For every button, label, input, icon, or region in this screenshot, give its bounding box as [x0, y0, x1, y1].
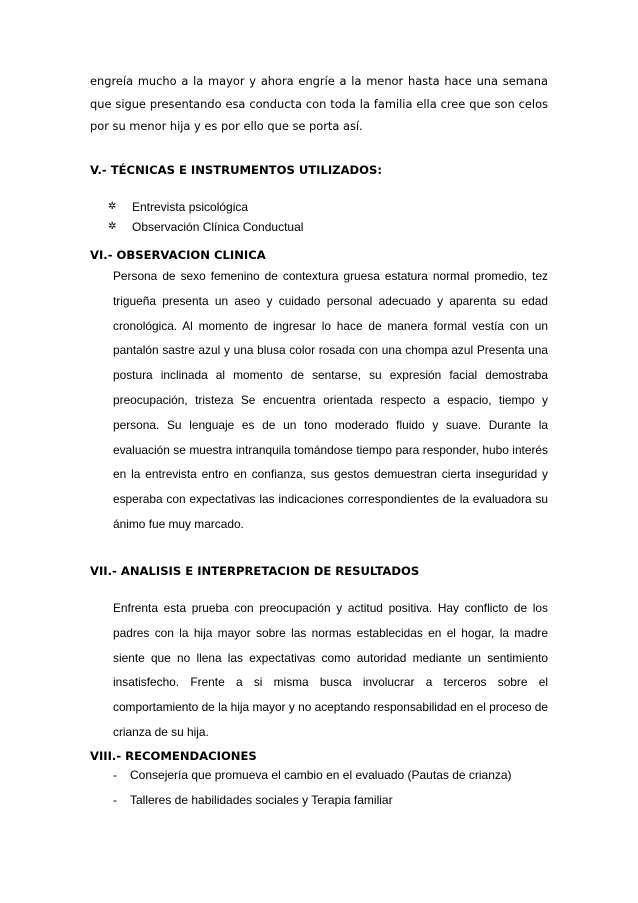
- intro-paragraph: engreía mucho a la mayor y ahora engríe a la menor hasta hace una semana que sigue presentando esa conducta con toda la familia ella cree que son celos por su menor hija y es por ello que se porta así.: [90, 74, 548, 133]
- dash-bullet-icon: -: [113, 793, 117, 807]
- list-item: [113, 767, 512, 783]
- observation-paragraph: Persona de sexo femenino de contextura gruesa estatura normal promedio, tez trigueña presenta un aseo y cuidado personal adecuado y aparenta su edad cronológica. Al momento de ingresar lo hace de manera formal vestía con un pantalón sastre azul y una blusa color rosada con una chompa azul Presenta una postura inclinada al momento de sentarse, su expresión facial demostraba preocupación, tristeza Se encuentra orientada respecto a espacio, tiempo y persona. Su lenguaje es de un tono moderado fluido y suave. Durante la evaluación se muestra intranquila tomándose tiempo para responder, hubo interés en la entrevista entro en confianza, sus gestos demuestran cierta inseguridad y esperaba con expectativas las indicaciones correspondientes de la evaluadora su ánimo fue muy marcado.: [113, 269, 548, 531]
- asterisk-bullet-icon: ✲: [108, 201, 117, 212]
- list-item-text: Consejería que promueva el cambio en el evaluado (Pautas de crianza): [130, 768, 512, 782]
- list-item-text: Observación Clínica Conductual: [132, 220, 304, 234]
- analysis-paragraph: Enfrenta esta prueba con preocupación y actitud positiva. Hay conflicto de los padres con la hija mayor sobre las normas establecidas en el hogar, la madre siente que no llena las expectativas como autoridad mediante un sentimiento insatisfecho. Frente a si misma busca involucrar a terceros sobre el comportamiento de la hija mayor y no aceptando responsabilidad en el proceso de crianza de su hija.: [113, 601, 548, 739]
- section-vii-heading: VII.- ANALISIS E INTERPRETACION DE RESULTADOS: [90, 564, 420, 578]
- section-v-heading: V.- TÉCNICAS E INSTRUMENTOS UTILIZADOS:: [90, 163, 383, 177]
- list-item: [108, 219, 303, 235]
- list-item: [108, 199, 248, 215]
- asterisk-bullet-icon: ✲: [108, 221, 117, 232]
- list-item: [113, 792, 393, 808]
- section-viii-heading: VIII.- RECOMENDACIONES: [90, 749, 257, 763]
- list-item-text: Entrevista psicológica: [132, 200, 249, 214]
- section-vi-heading: VI.- OBSERVACION CLINICA: [90, 248, 266, 262]
- list-item-text: Talleres de habilidades sociales y Terapia familiar: [130, 793, 393, 807]
- dash-bullet-icon: -: [113, 768, 117, 782]
